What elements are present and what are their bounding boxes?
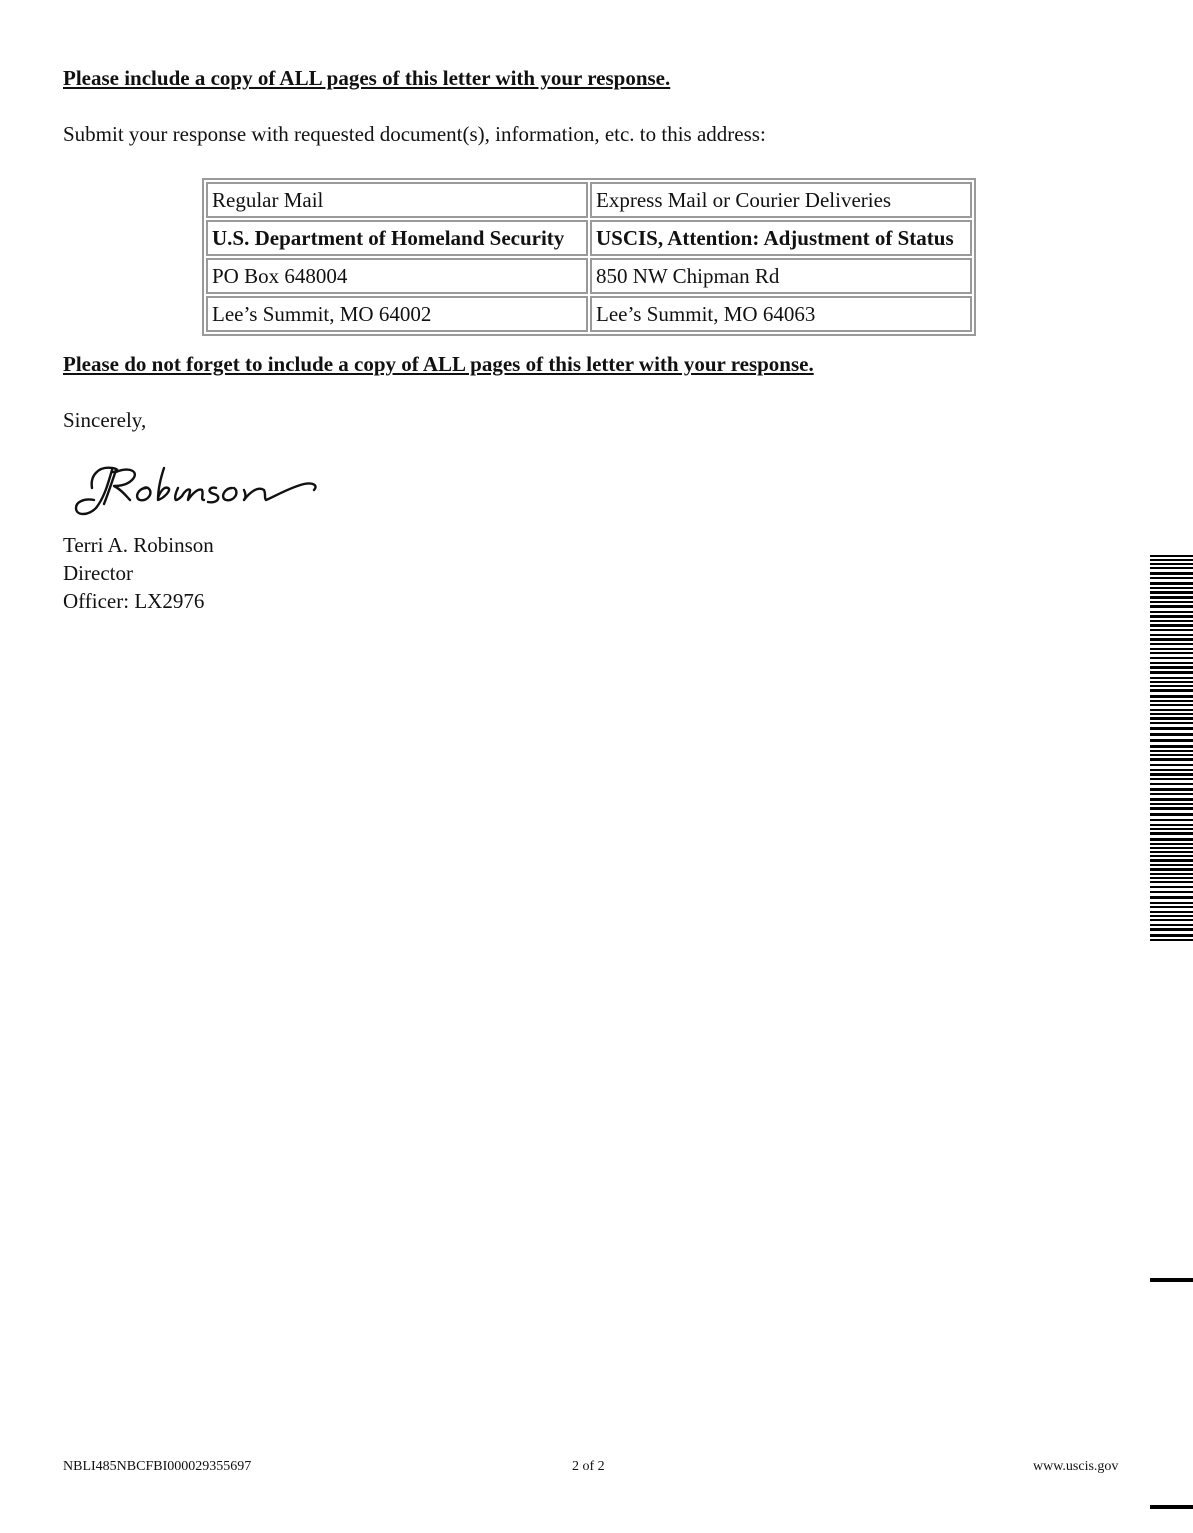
registration-mark: [1150, 1505, 1193, 1509]
table-row: [206, 296, 972, 332]
footer-code: NBLI485NBCFBI000029355697: [63, 1459, 252, 1474]
table-cell: Lee’s Summit, MO 64063: [590, 296, 972, 332]
signature-image: [68, 458, 328, 522]
page-number: 2 of 2: [572, 1459, 605, 1474]
table-cell: U.S. Department of Homeland Security: [206, 220, 588, 256]
table-cell: Express Mail or Courier Deliveries: [590, 182, 972, 218]
table-row: [206, 182, 972, 218]
barcode: [1150, 555, 1193, 943]
table-cell: Lee’s Summit, MO 64002: [206, 296, 588, 332]
officer-id: Officer: LX2976: [63, 589, 205, 613]
footer-website: www.uscis.gov: [1033, 1459, 1119, 1474]
header-notice: Please include a copy of ALL pages of this letter with your response.: [63, 66, 671, 90]
table-cell: Regular Mail: [206, 182, 588, 218]
signature-block: [63, 531, 214, 615]
address-table: [202, 178, 976, 336]
table-row: [206, 258, 972, 294]
signer-name: Terri A. Robinson: [63, 533, 214, 557]
registration-mark: [1150, 1278, 1193, 1282]
table-cell: 850 NW Chipman Rd: [590, 258, 972, 294]
reminder-notice: Please do not forget to include a copy of ALL pages of this letter with your response.: [63, 352, 814, 376]
signer-title: Director: [63, 561, 133, 585]
table-cell: PO Box 648004: [206, 258, 588, 294]
submit-instruction: Submit your response with requested document(s), information, etc. to this address:: [63, 122, 766, 146]
closing: Sincerely,: [63, 408, 147, 432]
table-cell: USCIS, Attention: Adjustment of Status: [590, 220, 972, 256]
table-row: [206, 220, 972, 256]
